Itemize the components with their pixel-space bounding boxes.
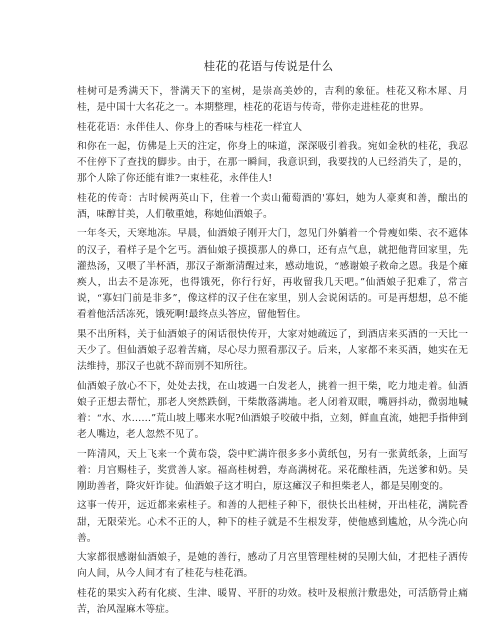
paragraph-winter-story: 一年冬天，天寒地冻。早晨，仙酒娘子刚开大门，忽见门外躺着一个骨瘦如柴、衣不遮体的汉子，看样子是个乞丐。酒仙娘子摸摸那人的鼻口，还有点气息，就把他背回家里，先灌热汤，又喂了半杯酒，那汉子渐渐清醒过来，感动地说，“感谢娘子救命之恩。我是个瘫痪人，出去不是冻死，也得饿死，你行行好，再收留我几天吧。”仙酒娘子犯难了，常言说，“寡妇门前是非多”，像这样的汉子住在家里，别人会说闲话的。可是再想想，总不能看着他活活冻死，饿死啊!最终点头答应，留他暂住。 [77,228,468,321]
paragraph-flower-language: 桂花花语：永伴佳人、你身上的香味与桂花一样宜人 [77,121,303,133]
paragraph-love-verse: 和你在一起，仿佛是上天的注定，你身上的味道，深深吸引着我。宛如金秋的桂花，我忍不住停下了查找的脚步。由于，在那一瞬间，我意识到，我要找的人已经消失了，是的，那个人除了你还能有谁?一束桂花，永伴佳人! [77,140,468,185]
paragraph-intro: 桂树可是秀满天下，誉满天下的室树，是崇高美妙的，吉利的象征。桂花又称木犀、月桂，是中国十大名花之一。本期整理，桂花的花语与传奇，带你走进桂花的世界。 [77,86,468,114]
paragraph-gratitude: 大家都很感谢仙酒娘子，是她的善行，感动了月宫里管理桂树的吴刚大仙，才把桂子洒传向人间，从今人间才有了桂花与桂花酒。 [77,552,468,580]
paragraph-medicinal: 桂花的果实入药有化痰、生津、暖胃、平肝的功效。枝叶及根煎汁敷患处，可活筋骨止痛苦，治风湿麻木等症。 [77,587,468,615]
document-title: 桂花的花语与传说是什么 [203,59,334,73]
paragraph-gossip: 果不出所料，关于仙酒娘子的闲话很快传开，大家对她疏远了，到酒店来买酒的一天比一天少了。但仙酒娘子忍着苦痛，尽心尽力照看那汉子。后来，人家都不来买酒，她实在无法维持，那汉子也就不辞而别不知所往。 [77,328,468,373]
document-body [77,84,468,618]
paragraph-yellow-bag: 一阵清风，天上飞来一个黄布袋，袋中贮满许很多多小黄纸包，另有一张黄纸条，上面写着：月宫赐桂子，奖赏善人家。福高桂树碧，寿高满树花。采花酿桂酒，先送爹和奶。吴刚助善者，降灾奸诈徒。仙酒娘子这才明白，原这瘫汉子和担柴老人，都是吴刚变的。 [77,448,468,492]
paragraph-old-man: 仙酒娘子放心不下，处处去找，在山坡遇一白发老人，挑着一担干柴，吃力地走着。仙酒娘子正想去帮忙，那老人突然跌倒，干柴散落满地。老人闭着双眼，嘴唇抖动，微弱地喊着：“水、水……”荒山坡上哪来水呢?仙酒娘子咬破中指，立刻，鲜血直流，她把手指伸到老人嘴边，老人忽然不见了。 [77,380,468,441]
paragraph-legend-start: 桂花的传奇：古时候两英山下，住着一个卖山葡萄酒的'寡妇，她为人豪爽和善，酿出的酒，味醇甘美，人们敬重她，称她仙酒娘子。 [77,192,468,220]
paragraph-seeds-spread: 这事一传开，远近都来索桂子。和善的人把桂子种下，很快长出桂树，开出桂花，满院香甜，无限荣光。心术不正的人，种下的桂子就是不生根发芽，使他感到尴尬，从今洗心向善。 [77,500,468,544]
